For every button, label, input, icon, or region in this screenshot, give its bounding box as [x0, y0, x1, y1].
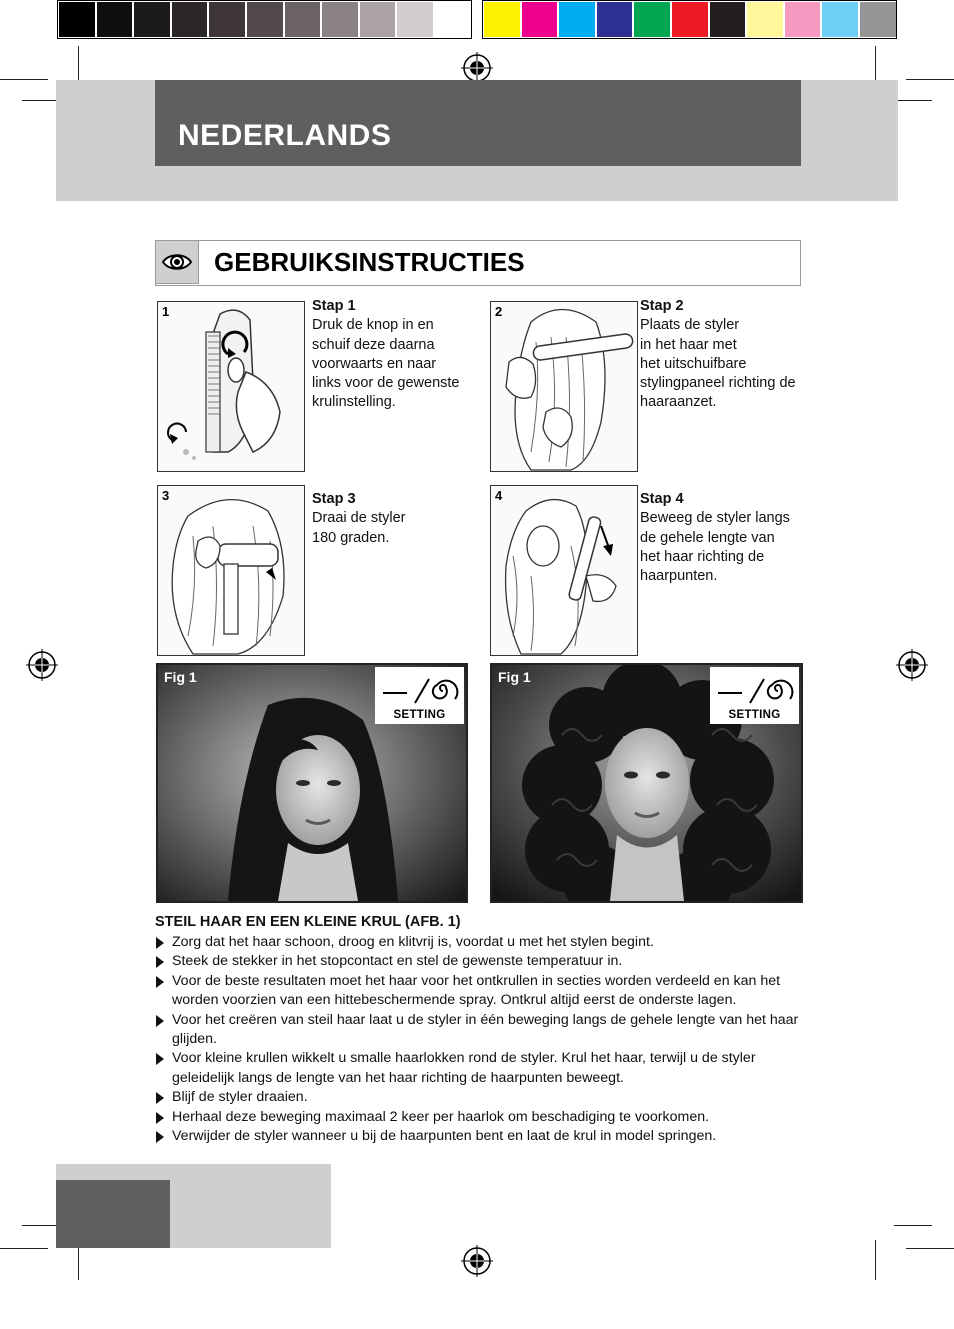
straight-curl-setting-icon — [710, 671, 799, 711]
setting-indicator — [710, 667, 799, 724]
list-item-text: Verwijder de styler wanneer u bij de haarpunten bent en laat de krul in model springen. — [172, 1128, 717, 1145]
setting-label: SETTING — [728, 709, 781, 721]
step-line: stylingpaneel richting de — [640, 375, 796, 392]
straight-curl-setting-icon — [375, 671, 464, 711]
section-icon-cell — [155, 240, 199, 284]
step-1-illustration — [157, 301, 305, 472]
step-title: Stap 2 — [640, 298, 684, 314]
list-item — [155, 933, 805, 952]
color-swatch — [710, 2, 746, 37]
step-line: Plaats de styler — [640, 317, 740, 334]
step-line: links voor de gewenste — [312, 375, 460, 392]
arrow-bullet-icon — [156, 1015, 164, 1027]
list-item — [155, 1049, 805, 1088]
step-line: haarpunten. — [640, 568, 718, 585]
arrow-bullet-icon — [156, 976, 164, 988]
arrow-bullet-icon — [156, 956, 164, 968]
step-line: de gehele lengte van — [640, 529, 775, 546]
footer-block-dark — [56, 1180, 170, 1248]
step-2-text — [640, 297, 810, 413]
color-swatch — [285, 2, 321, 37]
color-swatch — [360, 2, 396, 37]
crop-mark — [0, 79, 48, 80]
list-item-text: Zorg dat het haar schoon, droog en klitvrij is, voordat u met het stylen begint. — [172, 934, 654, 950]
step-1-text — [312, 297, 482, 413]
color-swatch — [397, 2, 433, 37]
step-number: 1 — [162, 304, 170, 319]
list-item — [155, 1088, 805, 1107]
color-swatch — [522, 2, 558, 37]
photo-curly-hair — [490, 663, 803, 903]
color-swatch — [634, 2, 670, 37]
instructions-list — [155, 933, 805, 1146]
figure-label: Fig 1 — [164, 669, 197, 685]
photo-straight-hair — [156, 663, 468, 903]
step-line: Beweeg de styler langs — [640, 510, 790, 527]
list-item-text: Voor het creëren van steil haar laat u de styler in één beweging langs de gehele lengte van het haar glijden. — [172, 1011, 799, 1048]
color-calibration-bar — [57, 0, 897, 40]
list-item — [155, 1127, 805, 1146]
step-3-text — [312, 490, 482, 548]
step-3-illustration — [157, 485, 305, 656]
step-line: Druk de knop in en — [312, 317, 434, 334]
color-swatch — [209, 2, 245, 37]
list-item-text: Herhaal deze beweging maximaal 2 keer per haarlok om beschadiging te voorkomen. — [172, 1108, 710, 1125]
list-item — [155, 972, 805, 1011]
styler-in-hair-drawing — [491, 302, 637, 471]
list-item-text: Steek de stekker in het stopcontact en stel de gewenste temperatuur in. — [172, 953, 623, 970]
color-swatch — [134, 2, 170, 37]
color-swatch — [435, 2, 471, 37]
step-line: het uitschuifbare — [640, 355, 747, 372]
crop-mark — [894, 100, 932, 101]
list-item-text: Voor de beste resultaten moet het haar voor het ontkrullen in secties worden verdeeld en kan het worden voorzien van een hittebeschermende spray. Ontkrul altijd eerst de onderste lagen. — [172, 972, 781, 1009]
color-swatch — [597, 2, 633, 37]
color-swatch — [672, 2, 708, 37]
list-item-text: Blijf de styler draaien. — [172, 1089, 308, 1106]
registration-mark-bottom — [461, 1245, 493, 1277]
setting-label: SETTING — [393, 709, 446, 721]
language-title: NEDERLANDS — [178, 119, 392, 152]
instructions-heading: STEIL HAAR EN EEN KLEINE KRUL (AFB. 1) — [155, 914, 461, 930]
step-line: in het haar met — [640, 336, 737, 353]
color-swatch — [322, 2, 358, 37]
list-item — [155, 952, 805, 971]
color-swatch — [559, 2, 595, 37]
crop-mark — [894, 1225, 932, 1226]
color-swatch — [747, 2, 783, 37]
arrow-bullet-icon — [156, 937, 164, 949]
arrow-bullet-icon — [156, 1131, 164, 1143]
crop-mark — [22, 1225, 60, 1226]
step-line: Draai de styler — [312, 510, 406, 527]
step-title: Stap 4 — [640, 491, 684, 507]
step-title: Stap 3 — [312, 491, 356, 507]
eye-icon — [156, 241, 198, 283]
styler-glide-drawing — [491, 486, 637, 655]
crop-mark — [22, 100, 60, 101]
step-line: 180 graden. — [312, 529, 390, 546]
list-item-text: Voor kleine krullen wikkelt u smalle haarlokken rond de styler. Krul het haar, terwijl u de styler geleidelijk langs de lengte van het haar richting de haarpunten beweegt. — [172, 1050, 756, 1086]
color-swatch — [860, 2, 896, 37]
section-title: GEBRUIKSINSTRUCTIES — [214, 247, 525, 277]
arrow-bullet-icon — [156, 1112, 164, 1124]
registration-mark-left — [26, 649, 58, 681]
color-swatch — [785, 2, 821, 37]
color-swatch — [97, 2, 133, 37]
step-line: schuif deze daarna — [312, 336, 435, 353]
color-swatch — [172, 2, 208, 37]
step-title: Stap 1 — [312, 298, 356, 314]
crop-mark — [875, 1240, 876, 1280]
step-2-illustration — [490, 301, 638, 472]
step-4-text — [640, 490, 810, 586]
step-number: 3 — [162, 488, 170, 503]
step-number: 2 — [495, 304, 503, 319]
figure-label: Fig 1 — [498, 669, 531, 685]
color-swatch — [247, 2, 283, 37]
step-line: haaraanzet. — [640, 394, 717, 411]
step-number: 4 — [495, 488, 503, 503]
styler-button-drawing — [158, 302, 304, 471]
registration-mark-right — [896, 649, 928, 681]
list-item — [155, 1011, 805, 1050]
arrow-bullet-icon — [156, 1053, 164, 1065]
setting-indicator — [375, 667, 464, 724]
step-line: voorwaarts en naar — [312, 355, 437, 372]
color-swatch — [59, 2, 95, 37]
crop-mark — [906, 1248, 954, 1249]
list-item — [155, 1108, 805, 1127]
color-swatch — [822, 2, 858, 37]
crop-mark — [906, 79, 954, 80]
crop-mark — [0, 1248, 48, 1249]
step-line: het haar richting de — [640, 548, 765, 565]
step-line: krulinstelling. — [312, 394, 396, 411]
styler-rotate-drawing — [158, 486, 304, 655]
step-4-illustration — [490, 485, 638, 656]
color-swatch — [484, 2, 520, 37]
arrow-bullet-icon — [156, 1092, 164, 1104]
